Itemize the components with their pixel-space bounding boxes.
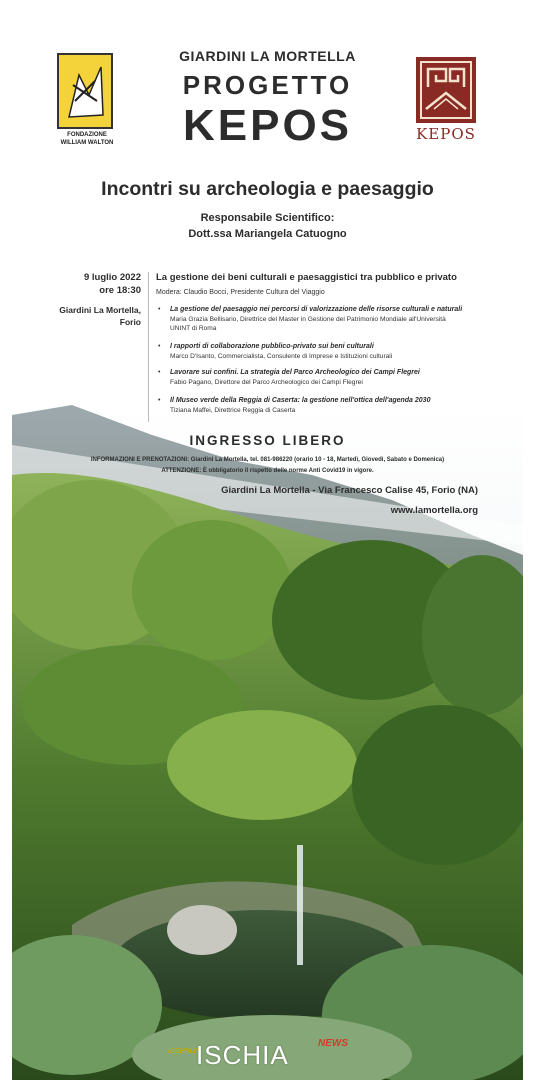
talk-title: La gestione del paesaggio nei percorsi di valorizzazione delle risorse culturali e naturali: [170, 306, 463, 313]
event-datetime: [40, 271, 141, 297]
bullet-icon: •: [158, 343, 161, 350]
event-date: 9 luglio 2022: [83, 272, 141, 283]
free-entry-label: INGRESSO LIBERO: [189, 433, 346, 448]
project-name: KEPOS: [182, 101, 353, 150]
event-place: [40, 304, 141, 328]
talk-speaker: Marco D'Isanto, Commercialista, Consulente di Imprese e Istituzioni culturali: [170, 353, 393, 360]
walton-caption-line1: FONDAZIONE: [67, 132, 107, 138]
talk-title: Il Museo verde della Reggia di Caserta: la gestione nell'ottica dell'agenda 2030: [170, 397, 431, 404]
talk-speaker: Maria Grazia Bellisario, Direttrice del Master in Gestione del Patrimonio Mondiale all'Università: [170, 316, 446, 323]
divider: [148, 272, 149, 422]
talk-title: I rapporti di collaborazione pubblico-privato sui beni culturali: [170, 343, 374, 350]
responsible-role: Responsabile Scientifico:: [200, 212, 335, 224]
bullet-icon: •: [158, 369, 161, 376]
event-place-line2: Forio: [119, 317, 141, 327]
walton-caption-line2: WILLIAM WALTON: [60, 140, 114, 146]
bullet-icon: •: [158, 397, 161, 404]
booking-info: INFORMAZIONI E PRENOTAZIONI: Giardini La Mortella, tel. 081-986220 (orario 10 - 18, Martedì, Giovedì, Sabato e Domenica): [90, 457, 445, 463]
responsible-name: Dott.ssa Mariangela Catuogno: [188, 228, 347, 240]
ischia-news-watermark: [168, 1036, 378, 1076]
watermark-site: ISCHIA.IT: [168, 1048, 200, 1055]
walton-logo-mark-icon: [57, 53, 113, 129]
talk-speaker: Fabio Pagano, Direttore del Parco Archeologico dei Campi Flegrei: [170, 379, 363, 386]
event-moderator: Modera: Claudio Bocci, Presidente Cultura del Viaggio: [156, 289, 325, 296]
event-title: La gestione dei beni culturali e paesaggistici tra pubblico e privato: [156, 272, 457, 283]
website-link[interactable]: www.lamortella.org: [390, 505, 478, 516]
walton-foundation-logo: [57, 53, 114, 146]
talk-speaker-line2: UNINT di Roma: [170, 325, 217, 332]
kepos-logo: [415, 57, 477, 143]
kepos-meander-icon: [416, 57, 476, 123]
talk-title: Lavorare sui confini. La strategia del Parco Archeologico dei Campi Flegrei: [170, 369, 420, 376]
kepos-logo-word: KEPOS: [416, 125, 476, 143]
event-place-line1: Giardini La Mortella,: [59, 305, 141, 315]
venue-title: GIARDINI LA MORTELLA: [179, 48, 356, 64]
venue-address: Giardini La Mortella - Via Francesco Calise 45, Forio (NA): [221, 485, 478, 496]
event-time: ore 18:30: [99, 285, 141, 296]
series-subtitle: Incontri su archeologia e paesaggio: [101, 178, 434, 200]
watermark-suffix: NEWS: [318, 1038, 348, 1049]
project-label: PROGETTO: [182, 70, 353, 100]
bullet-icon: •: [158, 306, 161, 313]
covid-notice: ATTENZIONE: È obbligatorio il rispetto delle norme Anti Covid19 in vigore.: [161, 468, 374, 474]
watermark-brand: ISCHIA: [196, 1040, 289, 1070]
talk-speaker: Tiziana Maffei, Direttrice Reggia di Caserta: [170, 407, 296, 414]
